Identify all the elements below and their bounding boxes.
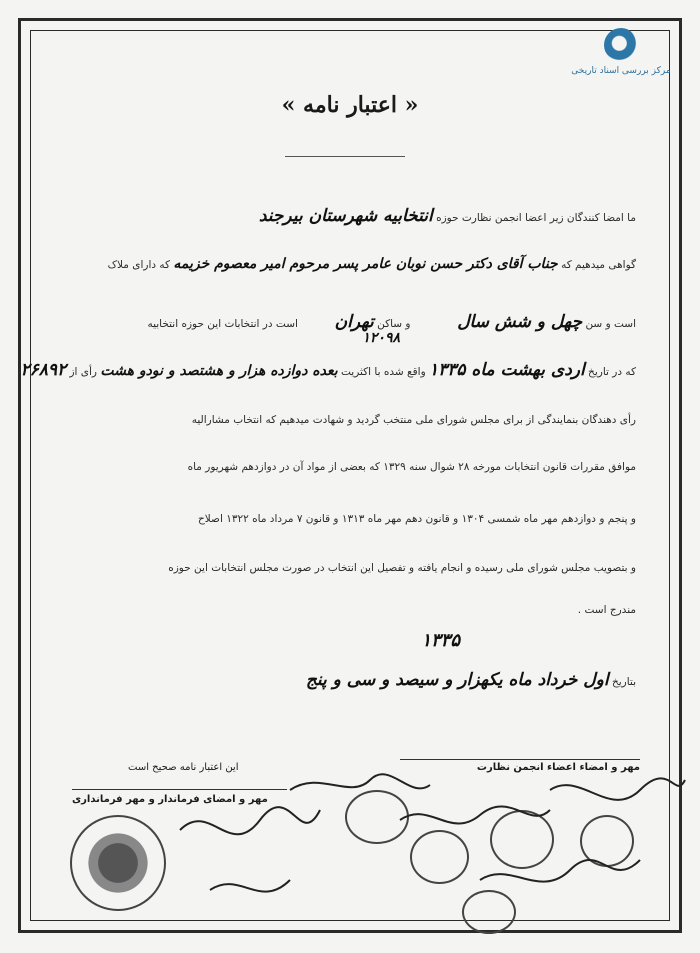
line3-prefix: است و سن [585,318,636,330]
line4-prefix: که در تاریخ [588,366,636,378]
body-line-1 [60,206,636,226]
city-handwritten: تهران [334,312,374,332]
governor-seal-label: مهر و امضای فرماندار و مهر فرمانداری [72,794,268,805]
body-line-3 [60,312,636,332]
line1-prefix: ما امضا کنندگان زیر اعضا انجمن نظارت حوزه [436,212,636,224]
election-date-handwritten: اردی بهشت ماه ۱۳۳۵ [428,360,585,380]
archive-logo-icon [604,28,638,62]
line2-suffix: که دارای ملاک [107,259,171,271]
body-line-4 [20,360,636,380]
approval-caption: این اعتبار نامه صحیح است [128,762,239,773]
body-line-7: و پنجم و دوازدهم مهر ماه شمسی ۱۳۰۴ و قانون دهم مهر ماه ۱۳۱۳ و قانون ۷ مرداد ماه ۱۳۲۲ اصلاح [198,513,636,525]
body-line-5: رأی دهندگان بنمایندگی از برای مجلس شورای ملی منتخب گردید و شهادت میدهیم که انتخاب مشارالیه [191,414,636,426]
body-line-8: و بتصویب مجلس شورای ملی رسیده و انجام یافته و تفصیل این انتخاب در صورت مجلس انتخابات این حوزه [168,562,636,574]
line3-suffix: است در انتخابات این حوزه انتخابیه [147,318,298,330]
title-divider [285,156,405,157]
archive-logo [566,28,676,76]
governor-seal-stamp [70,815,166,911]
body-line-2 [60,256,636,272]
line4-mid: واقع شده با اکثریت [340,366,426,378]
age-handwritten: چهل و شش سال [457,312,583,332]
date-year-handwritten: ۱۳۳۵ [421,630,460,651]
date-handwritten: اول خرداد ماه یکهزار و سیصد و سی و پنج [305,670,609,690]
date-line [60,670,636,690]
majority-handwritten: بعده دوازده هزار و هشتصد و نودو هشت [100,363,338,379]
date-prefix: بتاریخ [611,676,636,688]
body-line-9: مندرج است . [577,604,636,616]
line4-suffix: رأی از [69,366,98,378]
line2-prefix: گواهی میدهیم که [561,259,636,271]
line3-mid: و ساکن [377,318,411,330]
candidate-name-handwritten: جناب آقای دکتر حسن نوبان عامر پسر مرحوم امیر معصوم خزیمه [173,256,558,272]
body-line-6: موافق مقررات قانون انتخابات مورخه ۲۸ شوال سنه ۱۳۲۹ که بعضی از مواد آن در دوازدهم شهریور ماه [187,461,636,473]
vote-count-overwrite: ۱۲۰۹۸ [362,330,400,346]
document-title: « اعتبار نامه » [281,92,419,118]
council-seal-label: مهر و امضاء اعضاء انجمن نظارت [476,762,640,773]
total-votes-handwritten: ۲۶۸۹۲ [20,360,67,380]
district-handwritten: انتخابیه شهرستان بیرجند [258,206,433,226]
archive-logo-text: مرکز بررسی اسناد تاریخی [571,66,671,76]
member-signatures [170,760,690,940]
